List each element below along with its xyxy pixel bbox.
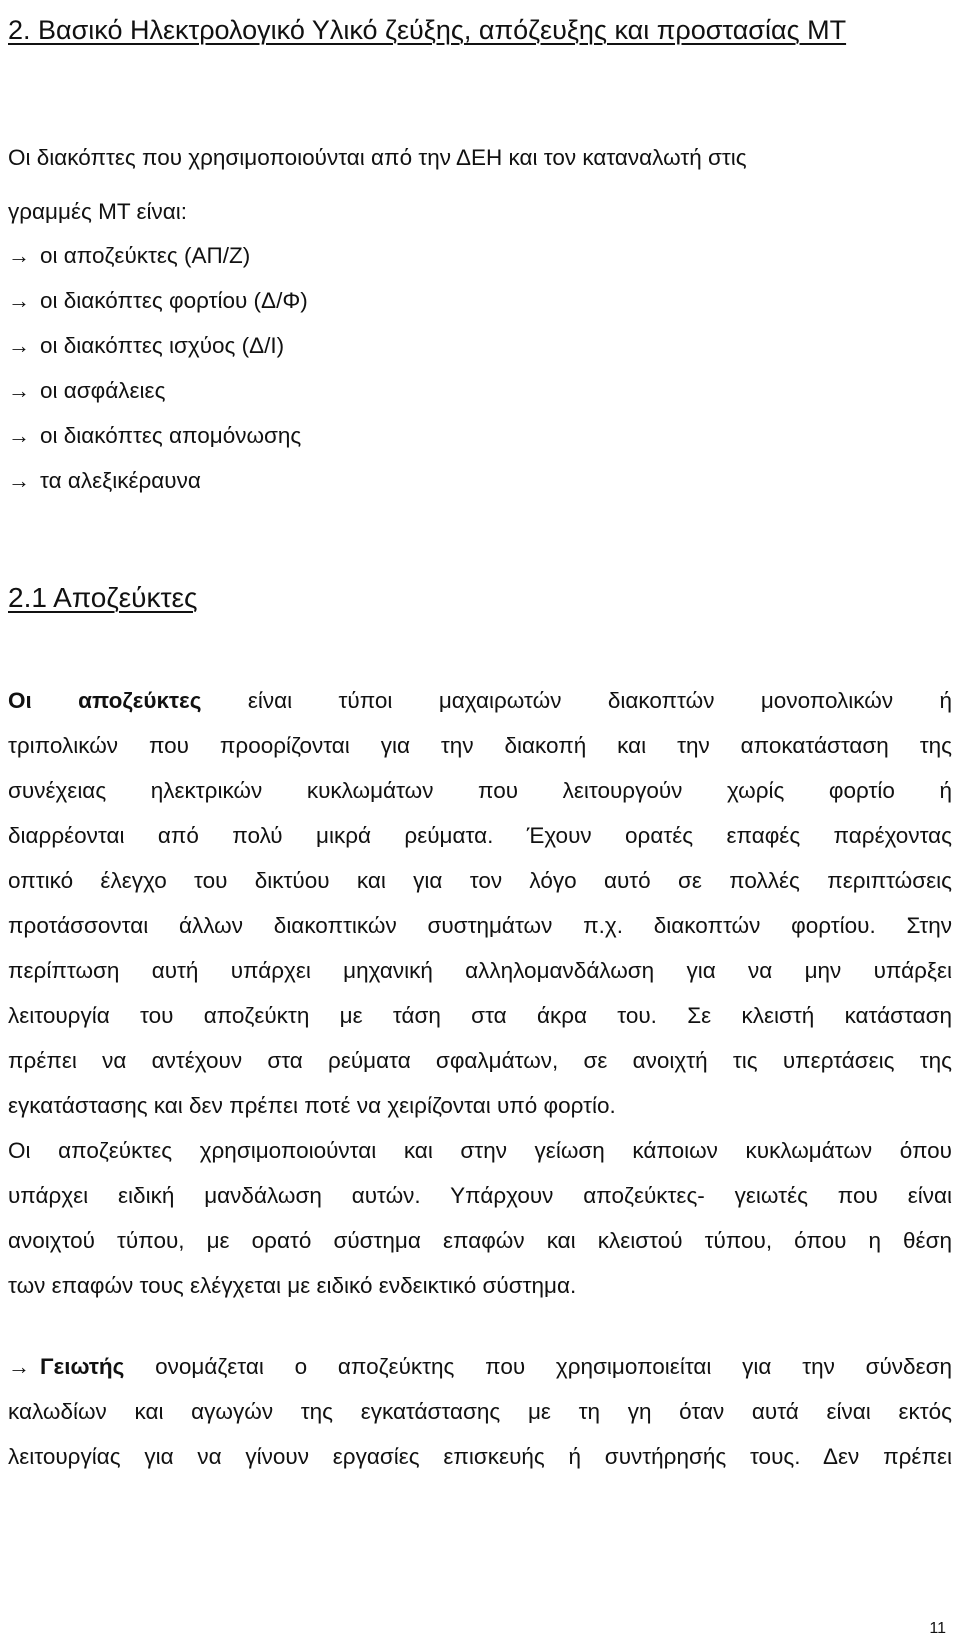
paragraph-line: Οι αποζεύκτες χρησιμοποιούνται και στην γείωση κάποιων κυκλωμάτων όπου [8,1138,952,1163]
paragraph-line: εγκατάστασης και δεν πρέπει ποτέ να χειρίζονται υπό φορτίο. [8,1093,616,1118]
page-number: 11 [929,1620,946,1637]
paragraph-line: περίπτωση αυτή υπάρχει μηχανική αλληλομανδάλωση για να μην υπάρξει [8,958,952,983]
list-item [8,468,201,494]
paragraph-line: καλωδίων και αγωγών της εγκατάστασης με τη γη όταν αυτά είναι εκτός [8,1399,952,1424]
paragraph-line: υπάρχει ειδική μανδάλωση αυτών. Υπάρχουν αποζεύκτες- γειωτές που είναι [8,1183,952,1208]
list-item-text: οι διακόπτες ισχύος (Δ/Ι) [40,333,285,358]
list-item-text: οι διακόπτες φορτίου (Δ/Φ) [40,288,308,313]
paragraph-line: Οι αποζεύκτες είναι τύποι μαχαιρωτών διακοπτών μονοπολικών ή [8,688,953,713]
list-item [8,378,165,404]
paragraph-line: οπτικό έλεγχο του δικτύου και για τον λόγο αυτό σε πολλές περιπτώσεις [8,868,952,893]
paragraph-line: πρέπει να αντέχουν στα ρεύματα σφαλμάτων, σε ανοιχτή τις υπερτάσεις της [8,1048,952,1073]
intro-line-2: γραμμές ΜΤ είναι: [8,199,187,224]
paragraph-line: ανοιχτού τύπου, με ορατό σύστημα επαφών και κλειστού τύπου, όπου η θέση [8,1228,952,1253]
arrow-icon: → [8,468,30,493]
list-item [8,243,250,269]
paragraph-line: λειτουργία του αποζεύκτη με τάση στα άκρα του. Σε κλειστή κατάσταση [8,1003,952,1028]
paragraph-line: διαρρέονται από πολύ μικρά ρεύματα. Έχουν ορατές επαφές παρέχοντας [8,823,952,848]
paragraph-line: → Γειωτής ονομάζεται ο αποζεύκτης που χρησιμοποιείται για την σύνδεση [8,1354,952,1379]
list-item [8,288,308,314]
list-item-text: τα αλεξικέραυνα [40,468,201,493]
arrow-icon: → [8,423,30,448]
list-item-text: οι αποζεύκτες (ΑΠ/Ζ) [40,243,251,268]
paragraph-line: συνέχειας ηλεκτρικών κυκλωμάτων που λειτουργούν χωρίς φορτίο ή [8,778,952,803]
intro-line-1: Οι διακόπτες που χρησιμοποιούνται από την ΔΕΗ και τον καταναλωτή στις [8,145,747,170]
subsection-title: 2.1 Αποζεύκτες [8,582,198,613]
paragraph-line: τριπολικών που προορίζονται για την διακοπή και την αποκατάσταση της [8,733,952,758]
bold-term: Οι αποζεύκτες [8,688,202,713]
arrow-icon: → [8,243,30,268]
arrow-icon: → [8,1354,30,1379]
bold-term: Γειωτής [40,1354,125,1379]
list-item-text: οι ασφάλειες [40,378,166,403]
paragraph-line: προτάσσονται άλλων διακοπτικών συστημάτων π.χ. διακοπτών φορτίου. Στην [8,913,952,938]
paragraph-line: των επαφών τους ελέγχεται με ειδικό ενδεικτικό σύστημα. [8,1273,577,1298]
list-item-text: οι διακόπτες απομόνωσης [40,423,302,448]
arrow-icon: → [8,333,30,358]
list-item [8,423,301,449]
arrow-icon: → [8,288,30,313]
arrow-icon: → [8,378,30,403]
list-item [8,333,284,359]
section-title: 2. Βασικό Ηλεκτρολογικό Υλικό ζεύξης, απόζευξης και προστασίας ΜΤ [8,15,847,45]
paragraph-line: λειτουργίας για να γίνουν εργασίες επισκευής ή συντήρησής τους. Δεν πρέπει [8,1444,952,1469]
